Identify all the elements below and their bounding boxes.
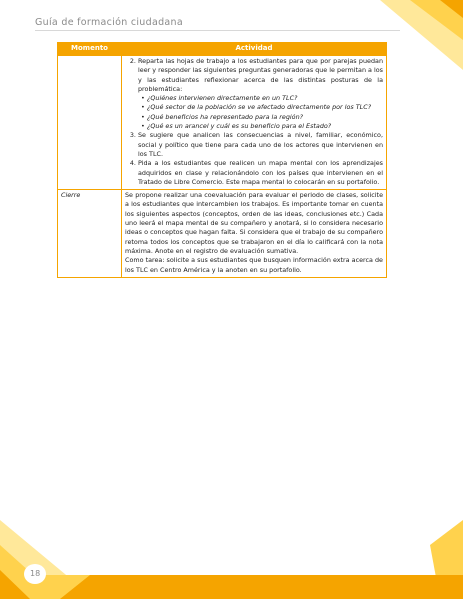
step-3-text: Se sugiere que analicen las consecuencias a nivel, familiar, económico, social y político que tiene para cada uno de los actores que intervienen en los TLC. xyxy=(138,131,383,158)
question-item: • ¿Qué sector de la población se ve afectado directamente por los TLC? xyxy=(147,103,383,112)
step-4-text: Pida a los estudiantes que realicen un mapa mental con los aprendizajes adquiridos en clase y relacionándolo con los países que intervienen en el Tratado de Libre Comercio. Este mapa mental lo colocarán en su portafolio. xyxy=(138,159,383,186)
activity-table xyxy=(57,42,387,278)
question-item: • ¿Quiénes intervienen directamente en un TLC? xyxy=(147,94,383,103)
question-item: • ¿Qué es un arancel y cuál es su beneficio para el Estado? xyxy=(147,122,383,131)
moment-cell xyxy=(58,56,122,190)
column-header-actividad: Actividad xyxy=(122,43,387,56)
activity-steps xyxy=(125,57,383,187)
table-row xyxy=(58,190,387,278)
page-number: 18 xyxy=(30,569,41,578)
table-row xyxy=(58,56,387,190)
question-item: • ¿Qué beneficios ha representado para la región? xyxy=(147,113,383,122)
header-title: Guía de formación ciudadana xyxy=(35,17,183,28)
step-2 xyxy=(138,57,383,131)
table-header-row xyxy=(58,43,387,56)
step-2-text: Reparta las hojas de trabajo a los estudiantes para que por parejas puedan leer y responder las siguientes preguntas generadoras que le permitan a los y las estudiantes reflexionar acerca de las distintas posturas de la problemática: xyxy=(138,57,383,93)
column-header-momento: Momento xyxy=(58,43,122,56)
closing-paragraph: Se propone realizar una coevaluación para evaluar el periodo de clases, solicite a los estudiantes que intercambien los trabajos. Es importante tomar en cuenta los siguientes aspectos (conceptos, orden de las ideas, conclusiones etc.) Cada uno leerá el mapa mental de su compañero y anotará, si lo considera necesario ideas o conceptos que hagan falta. Si considera que el trabajo de su compañero retoma todos los conceptos que se trabajaron en el día lo calificará con la nota máxima. Anote en el registro de evaluación sumativa. xyxy=(125,191,383,255)
homework-paragraph: Como tarea: solicite a sus estudiantes que busquen información extra acerca de los TLC en Centro América y la anoten en su portafolio. xyxy=(125,256,383,274)
activity-cell xyxy=(122,190,387,278)
moment-cell: Cierre xyxy=(58,190,122,278)
activity-cell xyxy=(122,56,387,190)
step-3 xyxy=(138,131,383,159)
step-4 xyxy=(138,159,383,187)
header-divider xyxy=(35,30,400,31)
question-list xyxy=(138,94,383,131)
